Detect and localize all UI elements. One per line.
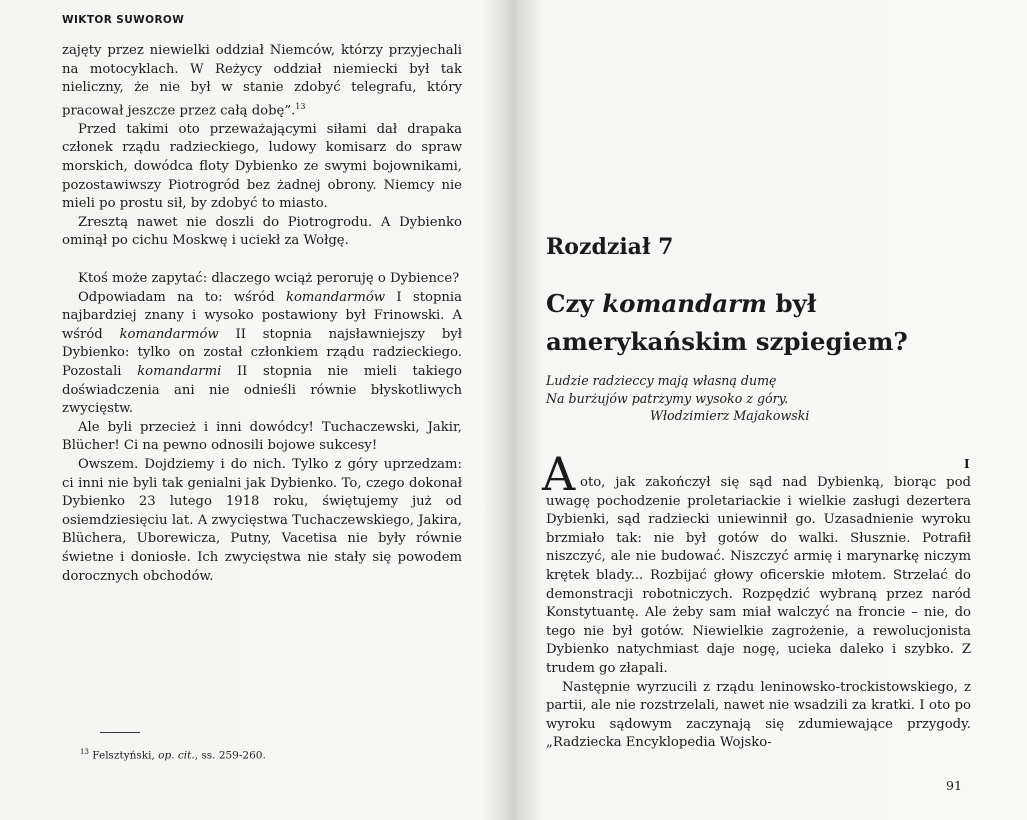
paragraph: Następnie wyrzucili z rządu leninowsko-trockistowskiego, z partii, ale nie rozstrzelali, nawet nie wsadzili za kratki. I oto po wyroku sądowym zaczynają się zdumiewające przygody. „Radziecka Encyklopedia Wojsko- [546, 679, 971, 751]
drop-cap: A [542, 447, 576, 501]
chapter-title: Czy komandarm był amerykańskim szpiegiem? [546, 289, 908, 356]
epigraph-line: Ludzie radzieccy mają własną dumę [546, 373, 777, 388]
right-body-text [546, 474, 971, 753]
paragraph: zajęty przez niewielki oddział Niemców, którzy przyjechali na motocyklach. W Reżycy oddział niemiecki był tak nieliczny, że nie był w stanie zdobyć telegrafu, który pracował jeszcze przez całą dobę”.$^{13}$ [62, 43, 462, 119]
left-page [0, 0, 512, 820]
section-number: I [964, 457, 970, 471]
footnote-ref: 13 [295, 101, 306, 111]
left-text-block-1 [62, 42, 462, 251]
chapter-number: Rozdział 7 [546, 234, 674, 260]
paragraph: Przed takimi oto przeważającymi siłami dał drapaka członek rządu radzieckiego, ludowy komisarz do spraw morskich, dowódca floty Dybienko ze swymi bojownikami, pozostawiwszy Piotrogród bez żadnej obrony. Niemcy nie mieli po prostu sił, by zdobyć to miasto. [62, 121, 462, 212]
paragraph: Odpowiadam na to: wśród komandarmów I stopnia najbardziej znany i wysoko postawiony był Frinowski. A wśród komandarmów II stopnia najsławniejszy był Dybienko: tylko on został członkiem rządu radzieckiego. Pozostali komandarmi II stopnia nie mieli takiego doświadczenia ani nie odnieśli równie błyskotliwych zwycięstw. [62, 289, 463, 417]
epigraph-author: Włodzimierz Majakowski [650, 408, 810, 423]
right-page [516, 0, 1027, 820]
footnote: $^{13}$ Felsztyński, op. cit., ss. 259-260. [80, 748, 266, 762]
paragraph: Ktoś może zapytać: dlaczego wciąż peroruję o Dybience? [78, 271, 460, 286]
page-number: 91 [946, 778, 962, 793]
epigraph [546, 372, 809, 425]
paragraph: oto, jak zakończył się sąd nad Dybienką, biorąc pod uwagę pochodzenie proletariackie i wielkie zasługi dezertera Dybienki, sąd radziecki uniewinnił go. Uzasadnienie wyroku brzmiało tak: nie był gotów do walki. Słusznie. Potrafił niszczyć, ale nie budować. Niszczyć armię i marynarkę niczym krętek blady... Rozbijać głowy oficerskie młotem. Strzelać do demonstracji robotniczych. Rozpędzić wybraną przez naród Konstytuantę. Ale żeby sam miał walczyć na froncie – nie, do tego nie był gotów. Niewielkie zagrożenie, a rewolucjonista Dybienko natychmiast daje nogę, ucieka daleko i szybko. Z trudem go złapali. [546, 475, 971, 676]
paragraph: Owszem. Dojdziemy i do nich. Tylko z góry uprzedzam: ci inni nie byli tak genialni jak Dybienko. To, czego dokonał Dybienko 23 lutego 1918 roku, świętujemy już od osiemdziesięciu lat. A zwycięstwa Tuchaczewskiego, Jakira, Blüchera, Uborewicza, Putny, Vacetisa nie były równie świetne i doniosłe. Ich zwycięstwa nie stały się powodem dorocznych obchodów. [62, 456, 462, 584]
left-text-block-2 [62, 270, 462, 586]
footnote-divider [100, 732, 140, 733]
epigraph-line: Na burżujów patrzymy wysoko z góry. [546, 390, 789, 406]
paragraph: Ale byli przecież i inni dowódcy! Tuchaczewski, Jakir, Blücher! Ci na pewno odnosili bojowe sukcesy! [62, 419, 462, 454]
paragraph: Zresztą nawet nie doszli do Piotrogrodu. A Dybienko ominął po cichu Moskwę i uciekł za Wołgę. [62, 214, 462, 249]
running-head: WIKTOR SUWOROW [62, 14, 185, 26]
